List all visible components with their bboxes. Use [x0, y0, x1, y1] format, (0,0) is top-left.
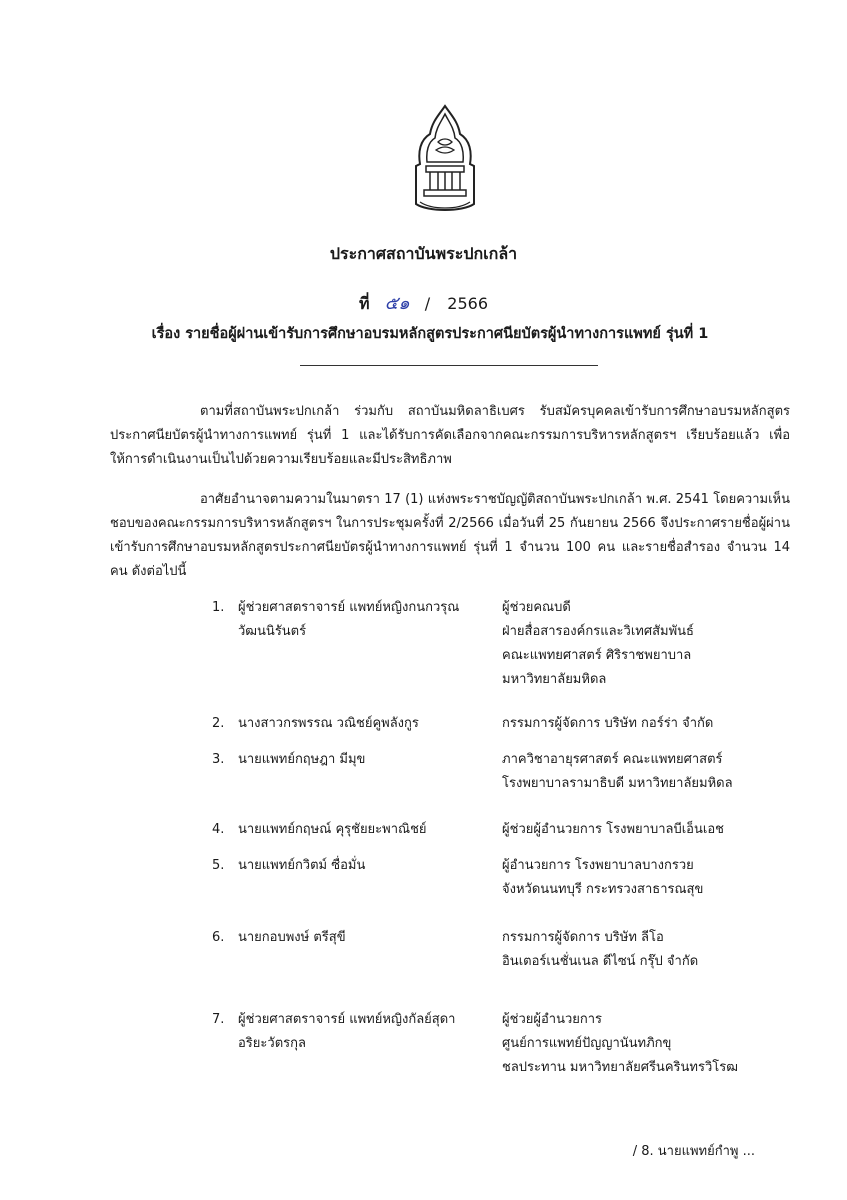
participant-position: [502, 596, 802, 692]
name-line: นางสาวกรพรรณ วณิชย์คูพลังกูร: [238, 716, 419, 731]
name-line: ผู้ช่วยศาสตราจารย์ แพทย์หญิงกนกวรุณ: [238, 600, 460, 615]
participant-name: [238, 596, 488, 644]
position-line: ผู้ช่วยผู้อำนวยการ โรงพยาบาลบีเอ็นเอช: [502, 822, 724, 837]
continuation-note: / 8. นายแพทย์กำพู ...: [632, 1144, 755, 1159]
name-line: ผู้ช่วยศาสตราจารย์ แพทย์หญิงกัลย์สุดา: [238, 1012, 456, 1027]
item-number: 7.: [212, 1012, 225, 1027]
paragraph-intro: [110, 400, 790, 472]
paragraph-text: อาศัยอำนาจตามความในมาตรา 17 (1) แห่งพระราชบัญญัติสถาบันพระปกเกล้า พ.ศ. 2541 โดยความเห็นชอบของคณะกรรมการบริหารหลักสูตรฯ ในการประชุมครั้งที่ 2/2566 เมื่อวันที่ 25 กันยายน 2566 จึงประกาศรายชื่อผู้ผ่านเข้ารับการศึกษาอบรมหลักสูตรประกาศนียบัตรผู้นำทางการแพทย์ รุ่นที่ 1 จำนวน 100 คน และรายชื่อสำรอง จำนวน 14 คน ดังต่อไปนี้: [110, 492, 790, 579]
position-line: คณะแพทยศาสตร์ ศิริราชพยาบาล: [502, 648, 692, 663]
item-number: 1.: [212, 600, 225, 615]
participant-position: [502, 1008, 802, 1080]
number-label: ที่: [359, 294, 370, 313]
item-number: 3.: [212, 752, 225, 767]
participant-name: [238, 926, 488, 950]
paragraph-authority: [110, 488, 790, 584]
institute-emblem-icon: [408, 104, 482, 216]
position-line: ชลประทาน มหาวิทยาลัยศรีนครินทรวิโรฒ: [502, 1060, 738, 1075]
position-line: ผู้ช่วยผู้อำนวยการ: [502, 1012, 603, 1027]
participant-position: [502, 748, 802, 796]
paragraph-text: ตามที่สถาบันพระปกเกล้า ร่วมกับ สถาบันมหิดลาธิเบศร รับสมัครบุคคลเข้ารับการศึกษาอบรมหลักสูตรประกาศนียบัตรผู้นำทางการแพทย์ รุ่นที่ 1 และได้รับการคัดเลือกจากคณะกรรมการบริหารหลักสูตรฯ เรียบร้อยแล้ว เพื่อให้การดำเนินงานเป็นไปด้วยความเรียบร้อยและมีประสิทธิภาพ: [110, 404, 790, 467]
position-line: กรรมการผู้จัดการ บริษัท กอร์ร่า จำกัด: [502, 716, 714, 731]
participant-position: [502, 854, 802, 902]
name-line: นายแพทย์กฤษณ์ คุรุชัยยะพาณิชย์: [238, 822, 427, 837]
name-line: นายแพทย์กวิตม์ ซื่อมั่น: [238, 858, 366, 873]
announcement-number: [0, 288, 847, 317]
position-line: ฝ่ายสื่อสารองค์กรและวิเทศสัมพันธ์: [502, 624, 694, 639]
position-line: ผู้อำนวยการ โรงพยาบาลบางกรวย: [502, 858, 694, 873]
participant-name: [238, 854, 488, 878]
participant-name: [238, 1008, 488, 1056]
divider: [300, 365, 598, 366]
number-value: ๕๑: [384, 293, 410, 314]
item-number: 4.: [212, 822, 225, 837]
position-line: จังหวัดนนทบุรี กระทรวงสาธารณสุข: [502, 882, 704, 897]
participant-position: [502, 926, 802, 974]
name-line: วัฒนนิรันตร์: [238, 624, 307, 639]
participant-position: [502, 712, 802, 736]
subject-line: เรื่อง รายชื่อผู้ผ่านเข้ารับการศึกษาอบรมหลักสูตรประกาศนียบัตรผู้นำทางการแพทย์ รุ่นที่ 1: [151, 326, 709, 342]
page-title: ประกาศสถาบันพระปกเกล้า: [329, 244, 518, 263]
participant-name: [238, 818, 488, 842]
position-line: มหาวิทยาลัยมหิดล: [502, 672, 607, 687]
position-line: ผู้ช่วยคณบดี: [502, 600, 571, 615]
item-number: 6.: [212, 930, 225, 945]
position-line: อินเตอร์เนชั่นเนล ดีไซน์ กรุ๊ป จำกัด: [502, 954, 699, 969]
number-separator: /: [424, 294, 431, 313]
name-line: นายแพทย์กฤษฎา มีมุข: [238, 752, 366, 767]
participant-position: [502, 818, 802, 842]
participant-name: [238, 748, 488, 772]
item-number: 5.: [212, 858, 225, 873]
position-line: ศูนย์การแพทย์ปัญญานันทภิกขุ: [502, 1036, 672, 1051]
participant-name: [238, 712, 488, 736]
position-line: โรงพยาบาลรามาธิบดี มหาวิทยาลัยมหิดล: [502, 776, 733, 791]
item-number: 2.: [212, 716, 225, 731]
position-line: ภาควิชาอายุรศาสตร์ คณะแพทยศาสตร์: [502, 752, 723, 767]
name-line: นายกอบพงษ์ ตรีสุขี: [238, 930, 346, 945]
position-line: กรรมการผู้จัดการ บริษัท ลีโอ: [502, 930, 664, 945]
number-year: 2566: [447, 294, 488, 313]
name-line: อริยะวัตรกุล: [238, 1036, 306, 1051]
